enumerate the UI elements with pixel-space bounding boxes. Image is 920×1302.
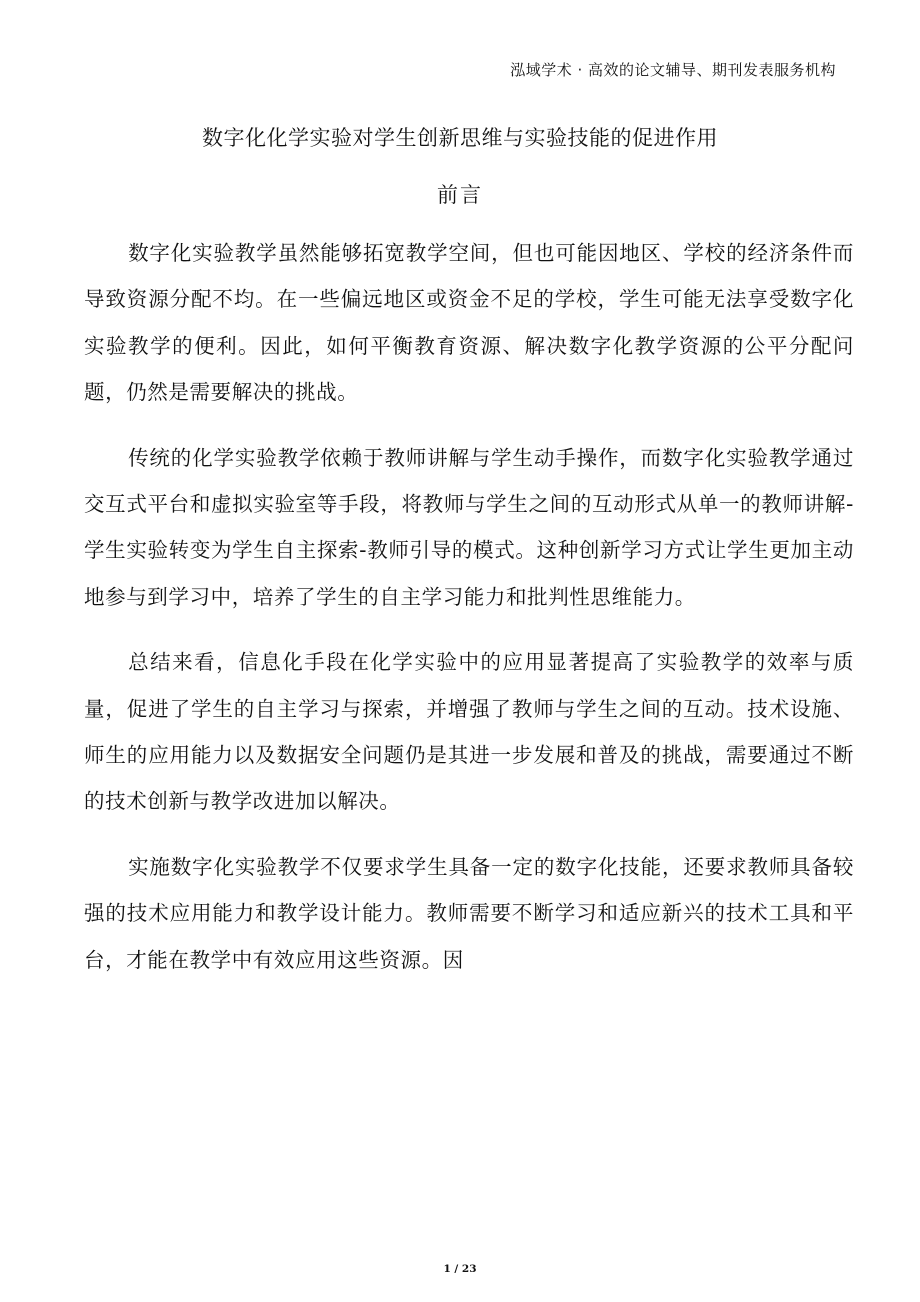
paragraph-4: 实施数字化实验教学不仅要求学生具备一定的数字化技能，还要求教师具备较强的技术应用能力和教学设计能力。教师需要不断学习和适应新兴的技术工具和平台，才能在教学中有效应用这些资源。因 — [84, 854, 854, 972]
paragraph-1: 数字化实验教学虽然能够拓宽教学空间，但也可能因地区、学校的经济条件而导致资源分配不均。在一些偏远地区或资金不足的学校，学生可能无法享受数字化实验教学的便利。因此，如何平衡教育资源、解决数字化教学资源的公平分配问题，仍然是需要解决的挑战。 — [84, 241, 854, 405]
paragraph-3: 总结来看，信息化手段在化学实验中的应用显著提高了实验教学的效率与质量，促进了学生的自主学习与探索，并增强了教师与学生之间的互动。技术设施、师生的应用能力以及数据安全问题仍是其进一步发展和普及的挑战，需要通过不断的技术创新与教学改进加以解决。 — [84, 650, 854, 814]
page-indicator: 1 / 23 — [443, 1263, 477, 1275]
header-note: 泓域学术 · 高效的论文辅导、期刊发表服务机构 — [510, 61, 836, 79]
body-text — [84, 230, 854, 1002]
paragraph-2: 传统的化学实验教学依赖于教师讲解与学生动手操作，而数字化实验教学通过交互式平台和虚拟实验室等手段，将教师与学生之间的互动形式从单一的教师讲解-学生实验转变为学生自主探索-教师引导的模式。这种创新学习方式让学生更加主动地参与到学习中，培养了学生的自主学习能力和批判性思维能力。 — [84, 445, 854, 609]
document-title: 数字化化学实验对学生创新思维与实验技能的促进作用 — [202, 126, 718, 150]
section-heading: 前言 — [437, 183, 483, 207]
